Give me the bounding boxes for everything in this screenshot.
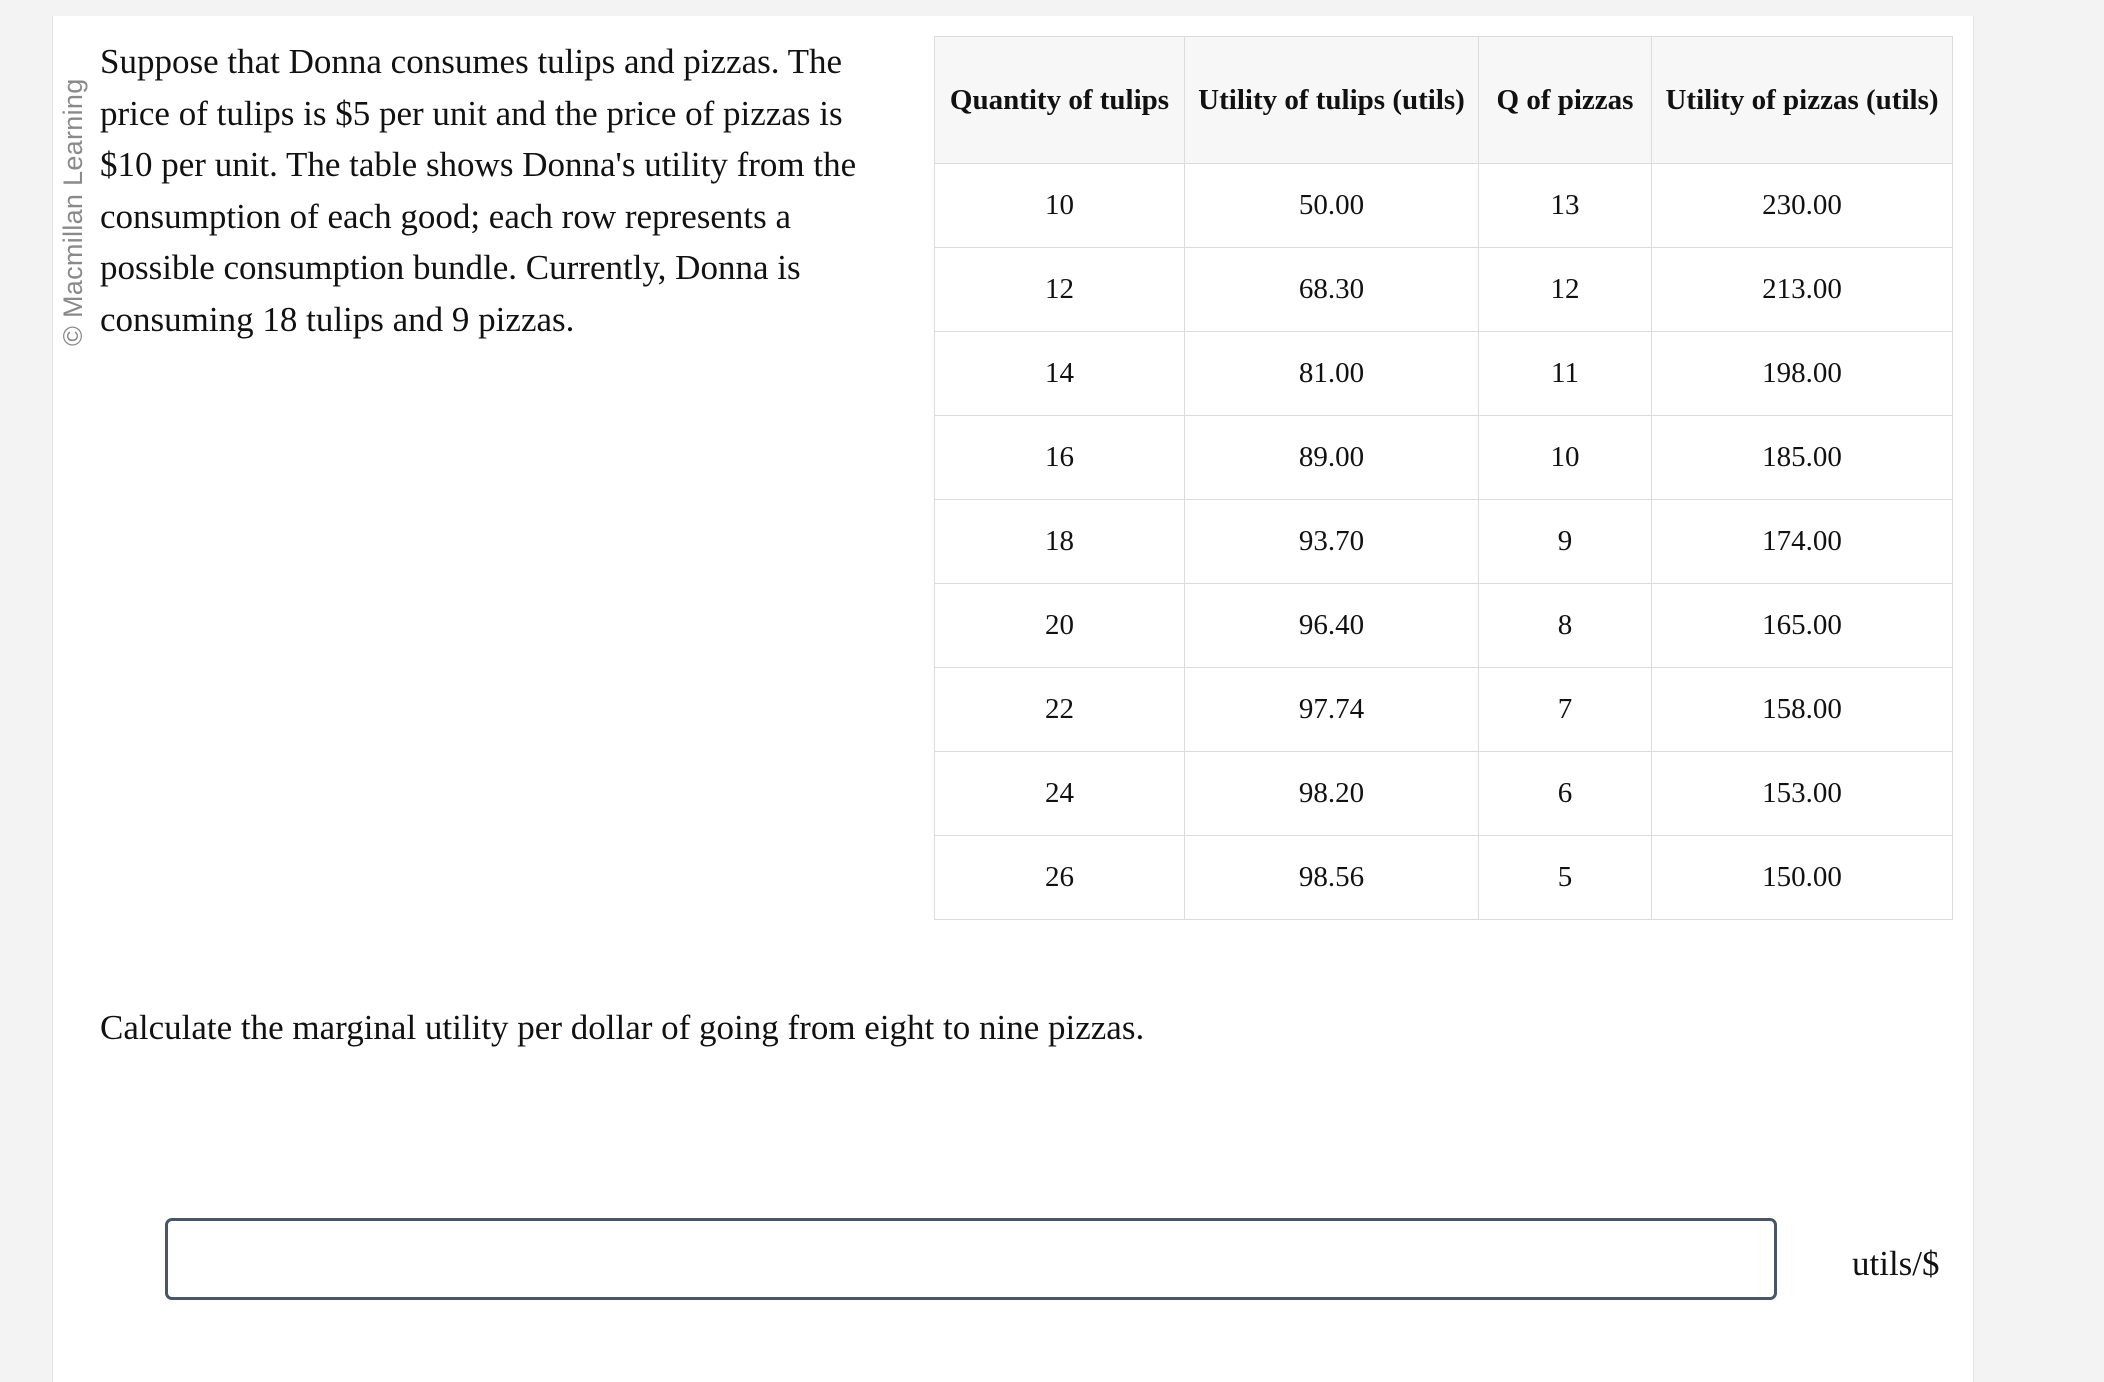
- pizza-quantity-cell: 11: [1479, 332, 1652, 416]
- table-row: [935, 332, 1953, 416]
- pizza-quantity-cell: 7: [1479, 668, 1652, 752]
- tulip-utility-cell: 98.20: [1185, 752, 1479, 836]
- table-row: [935, 668, 1953, 752]
- table-row: [935, 164, 1953, 248]
- table-header-row: [935, 37, 1953, 164]
- tulip-quantity-cell: 22: [935, 668, 1185, 752]
- column-header-utility-of-pizzas: Utility of pizzas (utils): [1652, 37, 1953, 164]
- pizza-quantity-cell: 10: [1479, 416, 1652, 500]
- pizza-quantity-cell: 9: [1479, 500, 1652, 584]
- tulip-quantity-cell: 26: [935, 836, 1185, 920]
- unit-label: utils/$: [1852, 1244, 1940, 1283]
- tulip-utility-cell: 93.70: [1185, 500, 1479, 584]
- table-row: [935, 248, 1953, 332]
- table-row: [935, 584, 1953, 668]
- tulip-quantity-cell: 18: [935, 500, 1185, 584]
- column-header-q-of-pizzas: Q of pizzas: [1479, 37, 1652, 164]
- pizza-utility-cell: 198.00: [1652, 332, 1953, 416]
- tulip-utility-cell: 89.00: [1185, 416, 1479, 500]
- tulip-utility-cell: 96.40: [1185, 584, 1479, 668]
- tulip-utility-cell: 81.00: [1185, 332, 1479, 416]
- tulip-quantity-cell: 12: [935, 248, 1185, 332]
- pizza-utility-cell: 165.00: [1652, 584, 1953, 668]
- column-header-quantity-of-tulips: Quantity of tulips: [935, 37, 1185, 164]
- column-header-utility-of-tulips: Utility of tulips (utils): [1185, 37, 1479, 164]
- tulip-utility-cell: 50.00: [1185, 164, 1479, 248]
- copyright-notice: [54, 52, 90, 352]
- pizza-quantity-cell: 6: [1479, 752, 1652, 836]
- pizza-quantity-cell: 13: [1479, 164, 1652, 248]
- problem-statement: Suppose that Donna consumes tulips and pizzas. The price of tulips is $5 per unit and the price of pizzas is $10 per unit. The table shows Donna's utility from the consumption of each good; each row represents a possible consumption bundle. Currently, Donna is consuming 18 tulips and 9 pizzas.: [100, 42, 857, 339]
- pizza-quantity-cell: 5: [1479, 836, 1652, 920]
- pizza-utility-cell: 158.00: [1652, 668, 1953, 752]
- pizza-utility-cell: 213.00: [1652, 248, 1953, 332]
- tulip-quantity-cell: 10: [935, 164, 1185, 248]
- utility-table: [934, 36, 1953, 920]
- tulip-quantity-cell: 20: [935, 584, 1185, 668]
- tulip-quantity-cell: 14: [935, 332, 1185, 416]
- pizza-utility-cell: 150.00: [1652, 836, 1953, 920]
- pizza-utility-cell: 174.00: [1652, 500, 1953, 584]
- pizza-utility-cell: 185.00: [1652, 416, 1953, 500]
- question-prompt: Calculate the marginal utility per dollar of going from eight to nine pizzas.: [100, 1008, 1145, 1047]
- tulip-utility-cell: 68.30: [1185, 248, 1479, 332]
- table-row: [935, 836, 1953, 920]
- tulip-quantity-cell: 24: [935, 752, 1185, 836]
- tulip-utility-cell: 97.74: [1185, 668, 1479, 752]
- tulip-utility-cell: 98.56: [1185, 836, 1479, 920]
- table-row: [935, 752, 1953, 836]
- table-row: [935, 416, 1953, 500]
- pizza-quantity-cell: 12: [1479, 248, 1652, 332]
- answer-input[interactable]: [165, 1218, 1777, 1300]
- pizza-utility-cell: 230.00: [1652, 164, 1953, 248]
- copyright-text: © Macmillan Learning: [58, 78, 88, 346]
- tulip-quantity-cell: 16: [935, 416, 1185, 500]
- pizza-quantity-cell: 8: [1479, 584, 1652, 668]
- pizza-utility-cell: 153.00: [1652, 752, 1953, 836]
- table-row: [935, 500, 1953, 584]
